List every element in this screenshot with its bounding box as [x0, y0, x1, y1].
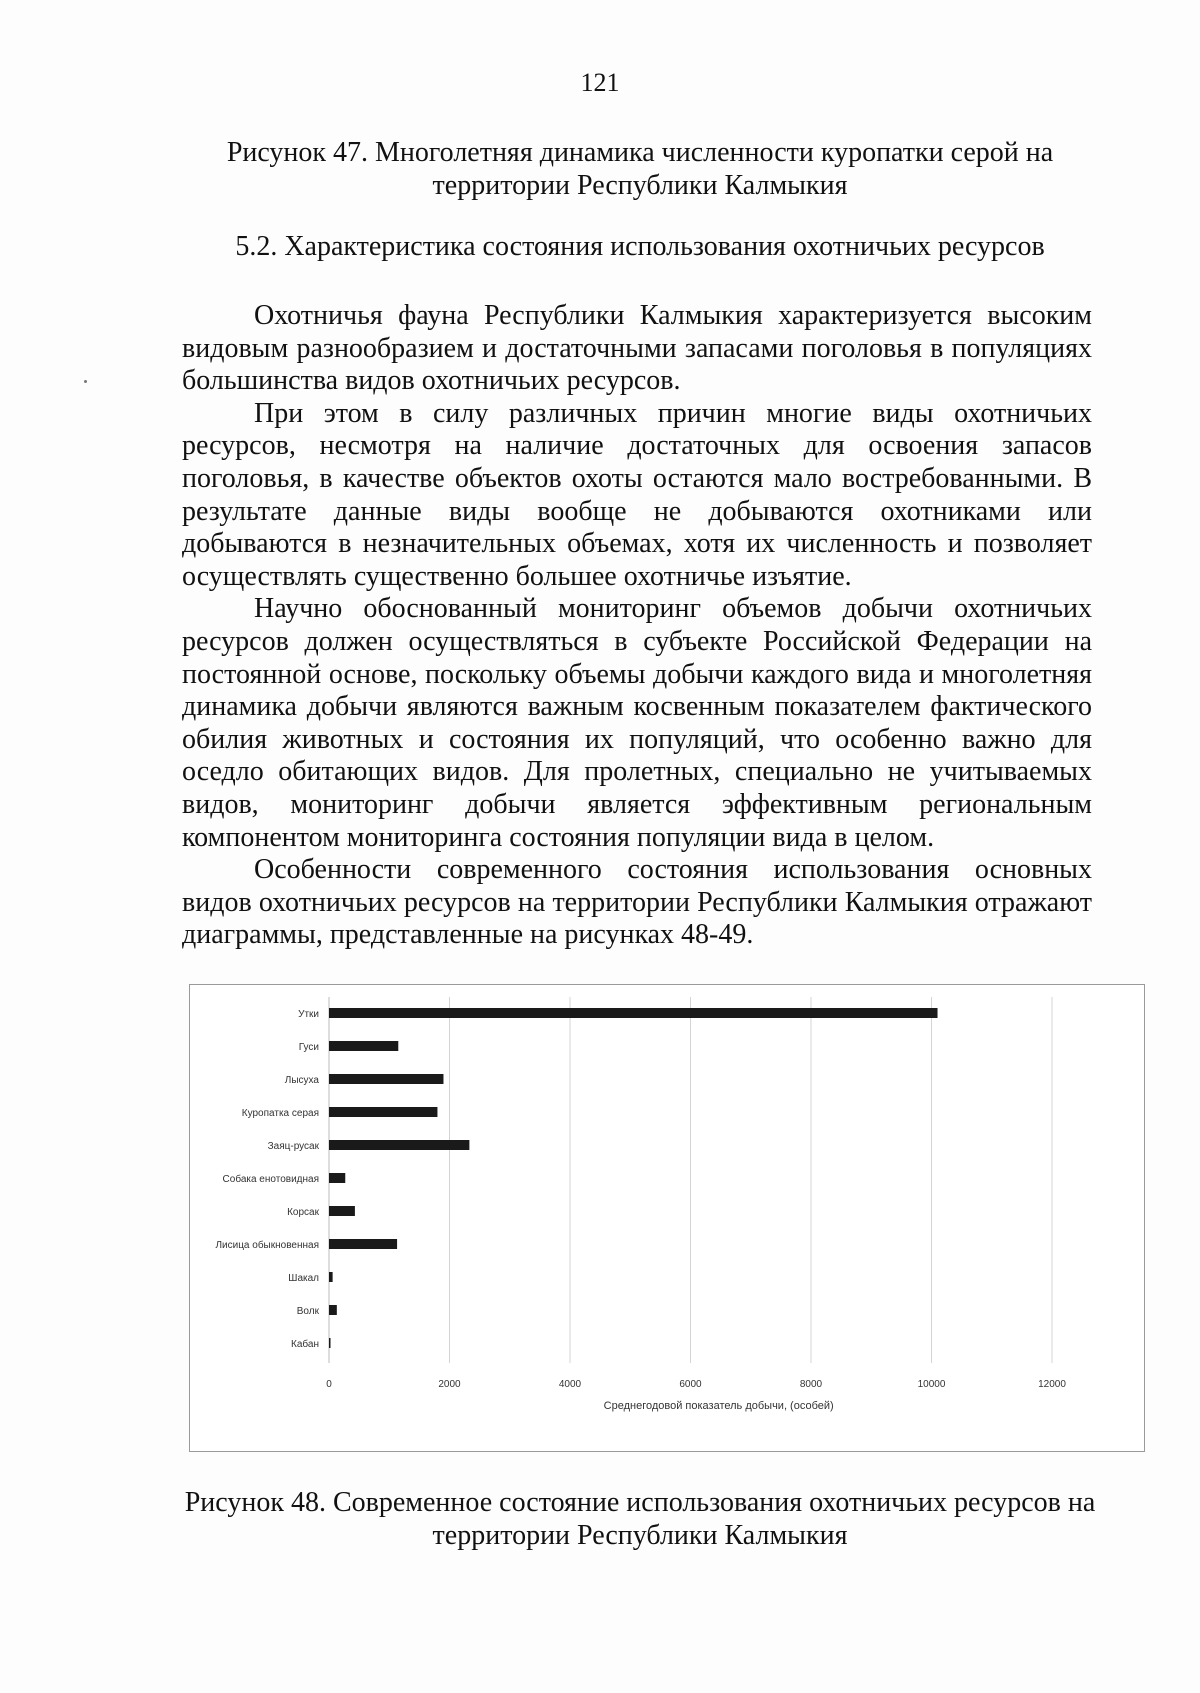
category-label: Корсак [287, 1207, 319, 1218]
x-tick-label: 8000 [799, 1379, 823, 1390]
category-label: Волк [296, 1306, 319, 1317]
paragraph: Научно обоснованный мониторинг объемов добычи охотничьих ресурсов должен осуществляться в субъекте Российской Федерации на постоянной основе, поскольку объемы добычи каждого вида и многолетняя динамика добычи являются важным косвенным показателем фактического обилия животных и состояния их популяций, что особенно важно для оседло обитающих видов. Для пролетных, специально не учитываемых видов, мониторинг добычи является эффективным региональным компонентом мониторинга состояния популяции вида в целом. [182, 593, 1092, 853]
x-tick-label: 0 [326, 1379, 332, 1390]
scan-speck [84, 380, 87, 383]
bar [329, 1338, 331, 1348]
category-label: Шакал [288, 1273, 319, 1284]
bar [329, 1140, 469, 1150]
category-label: Куропатка серая [241, 1108, 319, 1119]
x-tick-label: 6000 [679, 1379, 702, 1390]
bar [329, 1074, 443, 1084]
category-label: Лысуха [284, 1075, 319, 1086]
x-tick-label: 10000 [917, 1379, 946, 1390]
body-text [182, 300, 1092, 952]
paragraph: Особенности современного состояния использования основных видов охотничьих ресурсов на территории Республики Калмыкия отражают диаграммы, представленные на рисунках 48-49. [182, 854, 1092, 951]
category-label: Собака енотовидная [222, 1174, 319, 1185]
category-label: Кабан [291, 1339, 319, 1350]
x-tick-label: 4000 [558, 1379, 582, 1390]
x-tick-label: 2000 [438, 1379, 461, 1390]
category-label: Лисица обыкновенная [215, 1240, 319, 1251]
bar-chart [190, 985, 1144, 1451]
figure-48-caption: Рисунок 48. Современное состояние использования охотничьих ресурсов на территории Республики Калмыкия [184, 1487, 1096, 1551]
bar [329, 1305, 337, 1315]
figure-47-caption: Рисунок 47. Многолетняя динамика численности куропатки серой на территории Республики Калмыкия [226, 137, 1054, 201]
paragraph: При этом в силу различных причин многие виды охотничьих ресурсов, несмотря на наличие достаточных для освоения запасов поголовья, в качестве объектов охоты остаются мало востребованными. В результате данные виды вообще не добываются охотниками или добываются в незначительных объемах, хотя их численность и позволяет осуществлять существенно большее охотничье изъятие. [182, 397, 1092, 592]
bar [329, 1272, 333, 1282]
paragraph: Охотничья фауна Республики Калмыкия характеризуется высоким видовым разнообразием и достаточными запасами поголовья в популяциях большинства видов охотничьих ресурсов. [182, 300, 1092, 397]
x-tick-label: 12000 [1038, 1379, 1066, 1390]
category-label: Гуси [298, 1042, 319, 1053]
bar [329, 1173, 345, 1183]
category-label: Заяц-русак [267, 1141, 319, 1152]
figure-48-chart [189, 984, 1145, 1452]
x-axis-title: Среднегодовой показатель добычи, (особей) [603, 1400, 834, 1412]
category-label: Утки [298, 1009, 319, 1020]
bar [329, 1041, 398, 1051]
section-heading: 5.2. Характеристика состояния использования охотничьих ресурсов [235, 231, 1045, 262]
bar [329, 1008, 938, 1018]
page-number: 121 [580, 68, 620, 97]
bar [329, 1239, 397, 1249]
bar [329, 1206, 355, 1216]
bar [329, 1107, 437, 1117]
